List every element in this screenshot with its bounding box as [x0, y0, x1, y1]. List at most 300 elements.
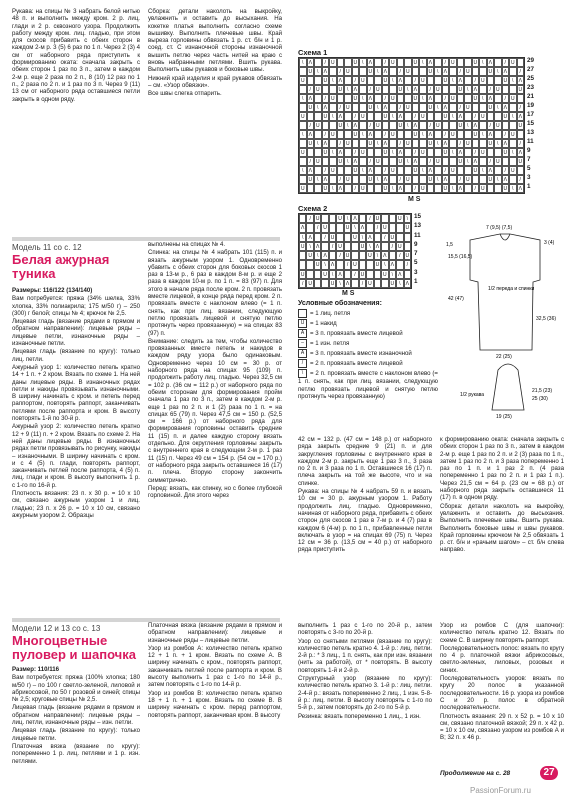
grid-cell: Λ: [314, 242, 321, 251]
grid-cell: U: [510, 96, 515, 102]
grid-cell: Λ: [322, 139, 330, 148]
grid-cell: U: [300, 186, 305, 192]
grid-cell: [479, 121, 487, 130]
grid-cell: \: [329, 148, 337, 157]
grid-cell: [434, 184, 442, 193]
grid-cell: U: [323, 271, 327, 278]
row-number: 13: [414, 222, 422, 230]
grid-cell: [389, 67, 397, 76]
grid-cell: Λ: [381, 251, 388, 260]
model12-title-line1: Многоцветные: [12, 633, 108, 648]
grid-cell: Λ: [457, 112, 465, 121]
grid-cell: /: [344, 260, 351, 269]
grid-cell: [404, 58, 412, 67]
grid-cell: /: [517, 139, 525, 148]
grid-cell: \: [351, 223, 358, 232]
grid-cell: [479, 139, 487, 148]
grid-cell: /: [314, 223, 321, 232]
grid-cell: U: [353, 96, 358, 102]
grid-cell: /: [351, 270, 358, 279]
grid-cell: [314, 270, 321, 279]
grid-cell: U: [353, 132, 358, 138]
grid-cell: Λ: [351, 214, 358, 223]
text-paragraph: Платочная вязка (вязание рядами в прямом и обратном направлении): лицевые и изнаночные ряды – лицевые петли.: [148, 622, 282, 644]
grid-cell: [307, 112, 315, 121]
grid-cell: /: [337, 67, 345, 76]
grid-cell: [359, 251, 366, 260]
grid-cell: [389, 139, 397, 148]
grid-cell: /: [457, 103, 465, 112]
grid-cell: U: [518, 87, 523, 93]
grid-cell: Λ: [307, 58, 315, 67]
grid-cell: [449, 103, 457, 112]
grid-cell: [434, 148, 442, 157]
grid-cell: Λ: [517, 112, 525, 121]
grid-cell: Λ: [457, 148, 465, 157]
grid-cell: Λ: [389, 260, 396, 269]
grid-cell: [494, 184, 502, 193]
model11-label: Модель 11 со с. 12: [12, 243, 82, 252]
grid-cell: \: [389, 184, 397, 193]
grid-cell: U: [458, 87, 463, 93]
grid-cell: U: [383, 150, 388, 156]
col3-mid: [298, 436, 432, 555]
grid-cell: \: [314, 67, 322, 76]
pattern-bottom-w: 19 (25): [496, 414, 512, 420]
text-paragraph: Размеры: 116/122 (134/140): [12, 287, 93, 294]
grid-cell: U: [518, 159, 523, 165]
grid-cell: Λ: [396, 270, 403, 279]
model12-title: [12, 634, 136, 662]
grid-cell: U: [345, 105, 350, 111]
grid-cell: /: [307, 157, 315, 166]
grid-cell: [404, 94, 412, 103]
grid-cell: Λ: [412, 121, 420, 130]
grid-cell: [389, 157, 397, 166]
grid-cell: /: [472, 184, 480, 193]
grid-cell: [487, 112, 495, 121]
text-paragraph: Сборка: детали наколоть на выкройку, увлажнить и оставить до высыхания. Выполнить плечевые швы. Вшить рукава. Выполнить боковые швы и швы рукавов. Край горловины крючком № 2,5 обвязать 1 р. ст. б/н и «рачьим шагом» – ст. б/н слева направо.: [440, 502, 564, 554]
grid-cell: [464, 112, 472, 121]
grid-cell: U: [360, 114, 365, 120]
grid-cell: [299, 121, 307, 130]
grid-cell: U: [398, 123, 403, 129]
grid-cell: \: [434, 175, 442, 184]
grid-cell: U: [338, 243, 342, 250]
grid-cell: [464, 148, 472, 157]
grid-cell: [502, 121, 510, 130]
grid-cell: Λ: [442, 175, 450, 184]
grid-cell: Λ: [404, 279, 411, 288]
legend-item: [298, 359, 438, 368]
grid-cell: [487, 148, 495, 157]
grid-cell: [419, 103, 427, 112]
grid-cell: \: [389, 112, 397, 121]
text-paragraph: Резинка: вязать попеременно 1 лиц., 1 изн.: [298, 712, 421, 720]
grid-cell: /: [322, 58, 330, 67]
grid-cell: [442, 121, 450, 130]
grid-cell: [494, 76, 502, 85]
grid-cell: U: [315, 123, 320, 129]
grid-cell: Λ: [397, 148, 405, 157]
grid-cell: [509, 139, 517, 148]
grid-cell: /: [382, 130, 390, 139]
neckline-outline: [500, 234, 510, 240]
grid-cell: [322, 85, 330, 94]
grid-cell: Λ: [352, 85, 360, 94]
grid-cell: U: [398, 87, 403, 93]
grid-cell: [306, 223, 313, 232]
grid-cell: U: [405, 141, 410, 147]
grid-cell: Λ: [397, 76, 405, 85]
text-paragraph: Структурный узор (вязание по кругу): количество петель кратно 3. 1-й р.: лиц. петли. 2-4-й р.: вязать попеременно 2 лиц., 1 изн. 5-8-й р.: лиц. петли. В высоту повторять с 1-го по 5-й р., затем повторять до 2-го по 5-й р.: [298, 675, 432, 712]
grid-cell: U: [488, 105, 493, 111]
grid-cell: Λ: [442, 103, 450, 112]
grid-cell: U: [503, 114, 508, 120]
text-paragraph: Спинка: на спицы № 4 набрать 101 (115) п. и вязать ажурным узором 1. Одновременно убавить с обеих сторон для боковых скосов 1 раз в 13-м р., 6 раз в каждом 8-м р. и еще 2 раза в каждом 10-м р. по 1 п. = 83 (97) п. Для этого в начале ряда после кром. 2 п. провязать вместе лицевой, в конце ряда перед кром. 2 п. провязать вместе с наклоном влево (= 1 п. снять, как при лиц. вязании, следующую петлю провязать лицевой и снятую петлю протянуть через провязанную) = на спицах 83 (97) п.: [148, 249, 282, 337]
grid-cell: \: [434, 103, 442, 112]
grid-cell: U: [420, 78, 425, 84]
grid-cell: /: [337, 103, 345, 112]
grid-cell: [502, 157, 510, 166]
text-paragraph: Рукава: на спицы № 4 набрать 59 п. и вязать 10 см = 30 р. ажурным узором 1. Работу продолжить лиц. гладью. Одновременно, начиная от наборного ряда, прибавить с обеих сторон для скосов 1 раз в 7-м р. и 4 (7) раз в каждом 6 (4-м) р. по 1 п., прибавленные петли включать в узор = на спицах 69 (75) п. Через 12 см = 36 р. (13,5 см = 40 р.) от наборного ряда приступить: [298, 488, 432, 554]
text-paragraph: Лицевая гладь (вязание рядами в прямом и обратном направлении): лицевые ряды – лиц. петли, изнаночные ряды – изн. петли.: [12, 704, 140, 727]
grid-cell: \: [419, 166, 427, 175]
grid-cell: [344, 270, 351, 279]
grid-cell: \: [449, 112, 457, 121]
grid-cell: [299, 214, 306, 223]
grid-cell: [344, 184, 352, 193]
grid-cell: U: [465, 69, 470, 75]
grid-cell: [359, 85, 367, 94]
grid-cell: /: [502, 94, 510, 103]
text-paragraph: Узор со снятыми петлями (вязание по кругу): количество петель кратно 4. 1-й р.: лиц. петли. 2-й р.: * 3 лиц., 1 п. снять, как при изн. вязании (нить за работой), от * повторять. В высоту повторять 1-й и 2-й р.: [298, 637, 432, 674]
grid-cell: [374, 166, 382, 175]
grid-cell: U: [465, 177, 470, 183]
grid-cell: \: [299, 58, 307, 67]
grid-cell: U: [428, 141, 433, 147]
grid-cell: [412, 139, 420, 148]
grid-cell: Λ: [487, 58, 495, 67]
grid-cell: U: [308, 177, 313, 183]
grid-cell: U: [510, 60, 515, 66]
grid-cell: U: [308, 141, 313, 147]
grid-cell: /: [457, 67, 465, 76]
grid-cell: U: [330, 234, 335, 241]
grid-cell: [359, 214, 366, 223]
grid-cell: [352, 139, 360, 148]
grid-cell: U: [360, 186, 365, 192]
grid-cell: [367, 148, 375, 157]
grid-cell: [344, 112, 352, 121]
grid-cell: Λ: [502, 103, 510, 112]
sleeve-outline: [492, 364, 524, 410]
row-number: 25: [527, 75, 535, 82]
grid-cell: [306, 260, 313, 269]
grid-cell: [464, 130, 472, 139]
continue-text: Продолжение на с. 28: [440, 770, 511, 777]
grid-cell: [389, 85, 397, 94]
pattern-sleeve-h1: 21,5 (23): [532, 388, 553, 394]
text-paragraph: Ажурный узор 1: количество петель кратно 14 + 1 п. + 2 кром. Вязать по схеме 1. На ней даны лицевые ряды. В изнаночных рядах петли и накиды провязывать изнаночными. В ширину начинать с кром. и петель перед раппортом, повторять раппорт, заканчивать петлями после раппорта и кром. В высоту повторять 1-й по 30-й р.: [12, 363, 140, 423]
grid-cell: [427, 76, 435, 85]
grid-cell: [479, 175, 487, 184]
grid-cell: /: [472, 76, 480, 85]
grid-cell: [359, 175, 367, 184]
grid-cell: [367, 112, 375, 121]
text-paragraph: Лицевая гладь (вязание по кругу): только лицевые петли.: [12, 727, 140, 742]
grid-cell: U: [428, 177, 433, 183]
row-number: 3: [414, 268, 418, 276]
grid-cell: Λ: [382, 103, 390, 112]
grid-cell: Λ: [487, 94, 495, 103]
grid-cell: U: [503, 150, 508, 156]
grid-cell: U: [450, 168, 455, 174]
grid-cell: /: [352, 148, 360, 157]
row-number: 9: [414, 240, 418, 248]
grid-cell: \: [494, 175, 502, 184]
grid-cell: U: [330, 168, 335, 174]
grid-cell: \: [329, 270, 336, 279]
grid-cell: U: [323, 78, 328, 84]
grid-cell: [359, 157, 367, 166]
grid-cell: U: [338, 159, 343, 165]
grid-cell: Λ: [412, 157, 420, 166]
grid-cell: [344, 242, 351, 251]
grid-cell: Λ: [442, 139, 450, 148]
grid-cell: [449, 175, 457, 184]
col2-bot: [148, 622, 282, 720]
grid-cell: /: [381, 233, 388, 242]
pattern-sleeve-w: 25 (30): [532, 396, 548, 402]
grid-cell: U: [480, 114, 485, 120]
pattern-center-label: 1/2 переда и спинки: [488, 286, 535, 292]
grid-cell: \: [306, 242, 313, 251]
grid-cell: [314, 148, 322, 157]
legend: [298, 300, 438, 401]
grid-cell: [457, 166, 465, 175]
grid-cell: U: [465, 105, 470, 111]
grid-cell: [412, 175, 420, 184]
grid-cell: [487, 184, 495, 193]
grid-cell: U: [360, 271, 365, 278]
grid-cell: \: [419, 130, 427, 139]
grid-cell: [442, 157, 450, 166]
text-paragraph: Все швы слегка отпарить.: [148, 90, 222, 98]
grid-cell: \: [389, 148, 397, 157]
grid-cell: /: [306, 214, 313, 223]
grid-cell: /: [329, 242, 336, 251]
grid-cell: [382, 121, 390, 130]
grid-cell: U: [413, 60, 418, 66]
text-paragraph: Плотность вязания: 29 п. х 52 р. = 10 х 10 см, связано платочной вязкой; 29 п. х 42 р. = 10 х 10 см, связано узором из ромбов А и В; 32 п. х 46 р.: [440, 712, 564, 742]
grid-cell: Λ: [321, 251, 328, 260]
grid-cell: [449, 121, 457, 130]
grid-cell: U: [353, 262, 357, 269]
legend-item: [298, 329, 438, 338]
grid-cell: U: [315, 216, 320, 222]
grid-cell: Λ: [487, 166, 495, 175]
grid-cell: [517, 130, 525, 139]
grid-cell: U: [397, 216, 402, 222]
grid-cell: [374, 94, 382, 103]
grid-cell: Λ: [412, 85, 420, 94]
grid-cell: [366, 270, 373, 279]
grid-cell: \: [299, 94, 307, 103]
row-number: 13: [527, 129, 535, 136]
row-number: 5: [527, 165, 531, 172]
grid-cell: /: [487, 121, 495, 130]
grid-cell: U: [330, 96, 335, 102]
grid-cell: [397, 58, 405, 67]
text-paragraph: выполнены на спицах № 4.: [148, 241, 226, 248]
col4-mid: [440, 436, 564, 555]
grid-cell: [299, 157, 307, 166]
grid-cell: \: [449, 184, 457, 193]
grid-cell: [352, 67, 360, 76]
grid-cell: U: [308, 280, 312, 287]
grid-cell: /: [352, 76, 360, 85]
grid-cell: U: [420, 186, 425, 192]
col1-mid: [12, 287, 140, 520]
grid-cell: U: [510, 132, 515, 138]
grid-cell: Λ: [367, 130, 375, 139]
row-number: 21: [527, 93, 535, 100]
grid-cell: U: [510, 168, 515, 174]
grid-cell: \: [479, 94, 487, 103]
grid-cell: Λ: [337, 148, 345, 157]
grid-cell: \: [366, 242, 373, 251]
grid-cell: [314, 184, 322, 193]
grid-cell: [472, 67, 480, 76]
grid-cell: [494, 148, 502, 157]
text-paragraph: Плотность вязания: 23 п. х 30 р. = 10 х 10 см, связано ажурным узором 1 и лиц. гладью; 23 п. х 26 р. = 10 х 10 см, связано ажурным узором 2. Образцы: [12, 490, 140, 519]
grid-cell: /: [336, 251, 343, 260]
grid-cell: [427, 148, 435, 157]
grid-cell: Λ: [352, 121, 360, 130]
grid-cell: Λ: [299, 223, 306, 232]
grid-cell: [419, 139, 427, 148]
legend-text: = 3 п. провязать вместе изнаночной: [310, 350, 412, 358]
grid-cell: [389, 175, 397, 184]
col2-mid: [148, 241, 282, 500]
grid-cell: U: [420, 150, 425, 156]
text-paragraph: Платочная вязка (вязание по кругу): попеременно 1 р. лиц. петлями и 1 р. изн. петлями.: [12, 742, 140, 765]
grid-cell: U: [488, 177, 493, 183]
grid-cell: [336, 233, 343, 242]
grid-cell: U: [368, 69, 373, 75]
grid-cell: /: [517, 103, 525, 112]
grid-cell: \: [299, 166, 307, 175]
grid-cell: \: [359, 233, 366, 242]
grid-cell: Λ: [367, 94, 375, 103]
grid-cell: [412, 67, 420, 76]
grid-cell: [374, 148, 382, 157]
grid-cell: [396, 233, 403, 242]
row-number: 5: [414, 259, 418, 267]
grid-cell: Λ: [307, 166, 315, 175]
text-paragraph: Ажурный узор 2: количество петель кратно 12 + 9 (11) п. + 2 кром. Вязать по схеме 2. На ней даны лицевые ряды. В изнаночных рядах петли провязывать по рисунку, накиды – изнаночными. В ширину начинать с кром. и с 4 (5) п. глади, повторять раппорт, заканчивать петлей после раппорта, 4 (5) п. лиц. глади и кром. В высоту выполнить 1 р. с 1-го по 16-й р.: [12, 423, 140, 489]
model11-title-line1: Белая ажурная: [12, 252, 110, 267]
grid-cell: [374, 279, 381, 288]
grid-cell: [434, 76, 442, 85]
grid-cell: [299, 67, 307, 76]
grid-cell: U: [495, 159, 500, 165]
grid-cell: [449, 157, 457, 166]
grid-cell: [517, 166, 525, 175]
grid-cell: \: [464, 85, 472, 94]
grid-cell: [464, 58, 472, 67]
grid-cell: /: [412, 184, 420, 193]
grid-cell: U: [383, 225, 387, 232]
grid-cell: /: [427, 85, 435, 94]
grid-cell: /: [366, 214, 373, 223]
grid-cell: U: [300, 78, 305, 84]
grid-cell: \: [374, 67, 382, 76]
grid-cell: U: [360, 150, 365, 156]
grid-cell: U: [315, 159, 320, 165]
grid-cell: Λ: [344, 279, 351, 288]
grid-cell: U: [300, 114, 305, 120]
grid-cell: U: [383, 271, 387, 278]
col3-bot: [298, 622, 432, 721]
grid-cell: /: [442, 166, 450, 175]
grid-cell: U: [390, 280, 395, 287]
grid-cell: [359, 121, 367, 130]
grid-cell: U: [390, 168, 395, 174]
legend-symbol-icon: A: [298, 349, 307, 358]
grid-cell: [434, 94, 442, 103]
grid-cell: [472, 103, 480, 112]
legend-item: [298, 309, 438, 318]
grid-cell: [299, 260, 306, 269]
grid-cell: \: [509, 112, 517, 121]
grid-cell: /: [382, 166, 390, 175]
grid-cell: U: [405, 177, 410, 183]
scheme2-label: М S: [342, 290, 355, 297]
grid-cell: [472, 139, 480, 148]
grid-cell: \: [374, 175, 382, 184]
grid-cell: \: [314, 139, 322, 148]
grid-cell: \: [381, 260, 388, 269]
grid-cell: [494, 166, 502, 175]
grid-cell: U: [473, 168, 478, 174]
grid-cell: [329, 139, 337, 148]
grid-cell: \: [434, 139, 442, 148]
grid-cell: /: [382, 94, 390, 103]
grid-cell: \: [374, 139, 382, 148]
grid-cell: \: [479, 166, 487, 175]
grid-cell: U: [450, 96, 455, 102]
scheme2-grid: [298, 213, 412, 289]
grid-cell: U: [428, 105, 433, 111]
grid-cell: [502, 85, 510, 94]
row-number: 7: [527, 156, 531, 163]
grid-cell: Λ: [382, 67, 390, 76]
grid-cell: [464, 76, 472, 85]
grid-cell: /: [442, 94, 450, 103]
grid-cell: /: [307, 85, 315, 94]
grid-cell: /: [517, 175, 525, 184]
grid-cell: /: [397, 103, 405, 112]
grid-cell: \: [419, 58, 427, 67]
grid-cell: /: [412, 76, 420, 85]
grid-cell: [404, 76, 412, 85]
grid-cell: /: [427, 157, 435, 166]
grid-cell: U: [323, 186, 328, 192]
grid-cell: [404, 166, 412, 175]
grid-cell: U: [405, 225, 410, 232]
